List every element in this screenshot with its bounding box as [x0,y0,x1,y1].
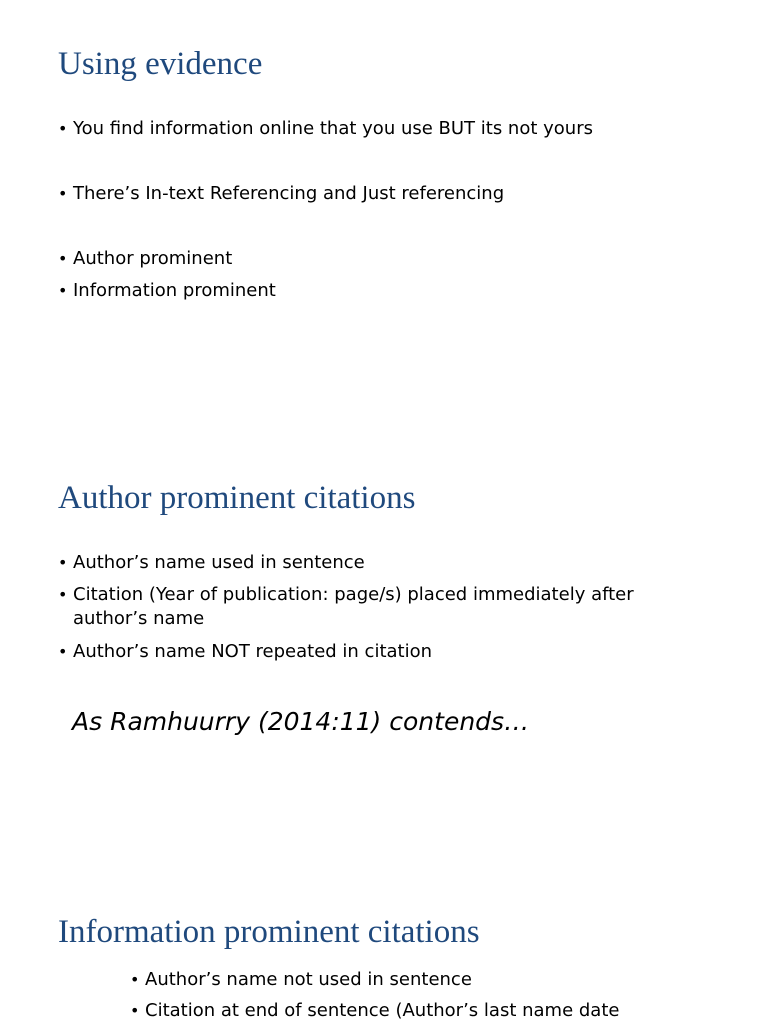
slide-title: Using evidence [58,46,263,82]
list-item [58,247,232,271]
bullet-text: Citation at end of sentence (Author’s last name date [145,1000,620,1021]
bullet-dot-icon: • [58,184,68,203]
bullet-text: Citation (Year of publication: page/s) placed immediately after author’s name [73,584,634,629]
list-item [58,551,365,575]
bullet-text: Author’s name used in sentence [73,552,365,573]
slide-information-prominent-citations [0,868,768,1024]
bullet-text: Author’s name NOT repeated in citation [73,641,433,662]
bullet-text: Author prominent [73,248,233,269]
bullet-dot-icon: • [58,119,68,138]
list-item [58,640,432,664]
list-item [58,279,276,303]
bullet-text: You find information online that you use BUT its not yours [73,118,593,139]
example-citation: As Ramhuurry (2014:11) contends… [72,707,530,736]
bullet-dot-icon: • [130,1001,140,1020]
slide-title: Information prominent citations [58,914,480,950]
list-item [130,968,472,992]
bullet-dot-icon: • [58,249,68,268]
bullet-text: There’s In-text Referencing and Just referencing [73,183,505,204]
list-item [58,117,593,141]
bullet-text: Information prominent [73,280,276,301]
bullet-text: Author’s name not used in sentence [145,969,472,990]
bullet-dot-icon: • [58,642,68,661]
list-item [58,583,673,631]
slide-using-evidence [0,0,768,434]
bullet-dot-icon: • [58,553,68,572]
bullet-dot-icon: • [58,585,68,604]
list-item [130,999,619,1023]
bullet-dot-icon: • [58,281,68,300]
list-item [58,182,504,206]
slide-author-prominent-citations [0,434,768,868]
slide-title: Author prominent citations [58,480,416,516]
bullet-dot-icon: • [130,970,140,989]
